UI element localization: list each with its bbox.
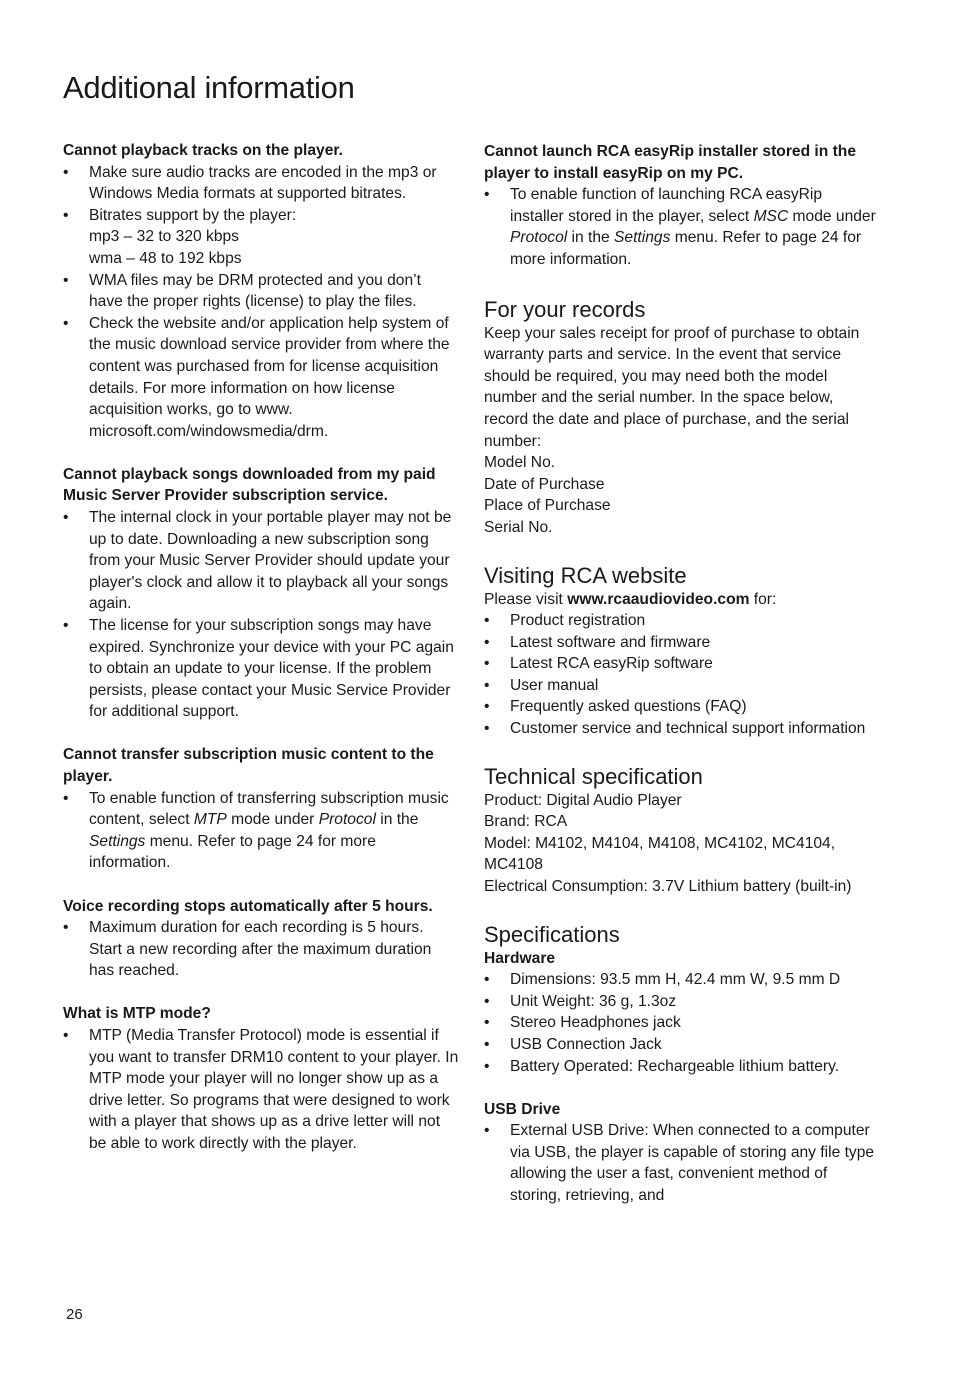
text-run: menu. Refer to page 24 for more information.	[510, 229, 862, 268]
usb-drive-label: USB Drive	[484, 1100, 561, 1118]
text-run: mode under	[226, 811, 319, 829]
list-item: • User manual	[484, 675, 876, 697]
product-line: Product: Digital Audio Player	[484, 791, 682, 809]
text-run: mode under	[788, 207, 876, 225]
records-body: Keep your sales receipt for proof of purchase to obtain warranty parts and service. In the event that service should be required, you may need both the model number and the serial number. In the space below, record the date and place of purchase, and the serial number:	[484, 324, 860, 450]
question-heading: Cannot launch RCA easyRip installer stored in the player to install easyRip on my PC.	[484, 143, 857, 182]
list-item: • The license for your subscription songs may have expired. Synchronize your device with your PC again to obtain an update to your license. If the problem persists, please contact your Music Service Provider for additional support.	[63, 615, 459, 723]
list-item: • MTP (Media Transfer Protocol) mode is essential if you want to transfer DRM10 content to your player. In MTP mode your player will no longer show up as a drive letter. So programs that were designed to work with a player that shows up as a drive letter will not be able to work directly with the player.	[63, 1025, 459, 1155]
list-item: • Maximum duration for each recording is 5 hours. Start a new recording after the maximum duration has reached.	[63, 917, 459, 982]
website-intro	[484, 589, 876, 611]
bullet-list	[484, 184, 876, 270]
section-mtp-mode	[63, 1003, 459, 1154]
section-technical-specification	[484, 764, 876, 898]
list-item: • WMA files may be DRM protected and you don’t have the proper rights (license) to play the files.	[63, 270, 459, 313]
list-item: • Battery Operated: Rechargeable lithium battery.	[484, 1056, 876, 1078]
brand-line: Brand: RCA	[484, 813, 568, 831]
list-item: • Frequently asked questions (FAQ)	[484, 696, 876, 718]
bullet-list	[484, 969, 876, 1077]
bullet-list	[63, 162, 459, 443]
list-item: • Latest RCA easyRip software	[484, 653, 876, 675]
text-run: Please visit	[484, 590, 568, 608]
serial-no-label: Serial No.	[484, 518, 553, 536]
bitrates-intro: • Bitrates support by the player:	[89, 206, 297, 224]
bullet-list	[484, 1120, 876, 1206]
website-url: www.rcaaudiovideo.com	[567, 590, 750, 608]
date-of-purchase-label: Date of Purchase	[484, 475, 605, 493]
section-cannot-playback-songs	[63, 464, 459, 723]
bullet-list	[63, 1025, 459, 1155]
list-item: • The internal clock in your portable player may not be up to date. Downloading a new subscription song from your Music Server Provider should update your player's clock and allow it to playback all your songs again.	[63, 507, 459, 615]
list-item: • Latest software and firmware	[484, 632, 876, 654]
emphasis-protocol: Protocol	[318, 811, 376, 829]
bitrate-wma: wma – 48 to 192 kbps	[89, 249, 242, 267]
specs-heading: Specifications	[484, 921, 620, 947]
place-of-purchase-label: Place of Purchase	[484, 497, 611, 515]
bullet-list	[63, 917, 459, 982]
list-item: • External USB Drive: When connected to a computer via USB, the player is capable of storing any file type allowing the user a fast, convenient method of storing, retrieving, and	[484, 1120, 876, 1206]
bitrate-mp3: mp3 – 32 to 320 kbps	[89, 228, 239, 246]
list-item	[63, 205, 459, 270]
text-run: for:	[749, 590, 777, 608]
bullet-list	[484, 610, 876, 740]
section-website	[484, 563, 876, 740]
emphasis-settings: Settings	[89, 832, 146, 850]
section-cannot-playback-tracks	[63, 140, 459, 442]
bullet-list	[63, 788, 459, 874]
records-heading: For your records	[484, 296, 646, 322]
question-heading: Cannot playback tracks on the player.	[63, 142, 343, 159]
list-item: • Product registration	[484, 610, 876, 632]
emphasis-mtp: MTP	[193, 811, 227, 829]
emphasis-settings: Settings	[614, 229, 671, 247]
list-item	[63, 788, 459, 874]
list-item: • USB Connection Jack	[484, 1034, 876, 1056]
page-title: Additional information	[63, 70, 355, 105]
left-column	[63, 140, 459, 1176]
list-item	[484, 184, 876, 270]
list-item: • Check the website and/or application help system of the music download service provider from where the content was purchased from for license acquisition details. For more information on how license acquisition works, go to www. microsoft.com/windowsmedia/drm.	[63, 313, 459, 443]
tech-heading: Technical specification	[484, 763, 703, 789]
section-records	[484, 297, 876, 539]
power-line: Electrical Consumption: 3.7V Lithium battery (built-in)	[484, 878, 852, 896]
section-specifications	[484, 922, 876, 1207]
model-line: Model: M4102, M4104, M4108, MC4102, MC4104, MC4108	[484, 834, 836, 874]
list-item: • Customer service and technical support information	[484, 718, 876, 740]
hardware-label: Hardware	[484, 949, 556, 967]
text-run: in the	[567, 229, 615, 247]
emphasis-msc: MSC	[753, 207, 789, 225]
website-heading: Visiting RCA website	[484, 562, 687, 588]
right-column	[484, 140, 876, 1207]
text-run: in the	[375, 811, 419, 829]
section-easyrip	[484, 141, 876, 271]
bullet-list	[63, 507, 459, 723]
text-run: To enable function of launching RCA easyRip installer stored in the player, select	[510, 186, 823, 225]
list-item: • Stereo Headphones jack	[484, 1012, 876, 1034]
question-heading: Cannot playback songs downloaded from my paid Music Server Provider subscription service.	[63, 465, 436, 505]
list-item: • Dimensions: 93.5 mm H, 42.4 mm W, 9.5 mm D	[484, 969, 876, 991]
question-heading: Cannot transfer subscription music content to the player.	[63, 746, 434, 786]
page-number: 26	[66, 1306, 83, 1323]
list-item: • Make sure audio tracks are encoded in the mp3 or Windows Media formats at supported bitrates.	[63, 162, 459, 205]
model-no-label: Model No.	[484, 454, 556, 472]
question-heading: Voice recording stops automatically after 5 hours.	[63, 897, 433, 915]
text-run: menu. Refer to page 24 for more information.	[89, 832, 376, 872]
question-heading: What is MTP mode?	[63, 1005, 211, 1023]
section-cannot-transfer	[63, 744, 459, 874]
list-item: • Unit Weight: 36 g, 1.3oz	[484, 991, 876, 1013]
section-voice-recording	[63, 896, 459, 982]
emphasis-protocol: Protocol	[510, 229, 568, 247]
text-run: To enable function of transferring subscription music content, select	[89, 789, 449, 829]
